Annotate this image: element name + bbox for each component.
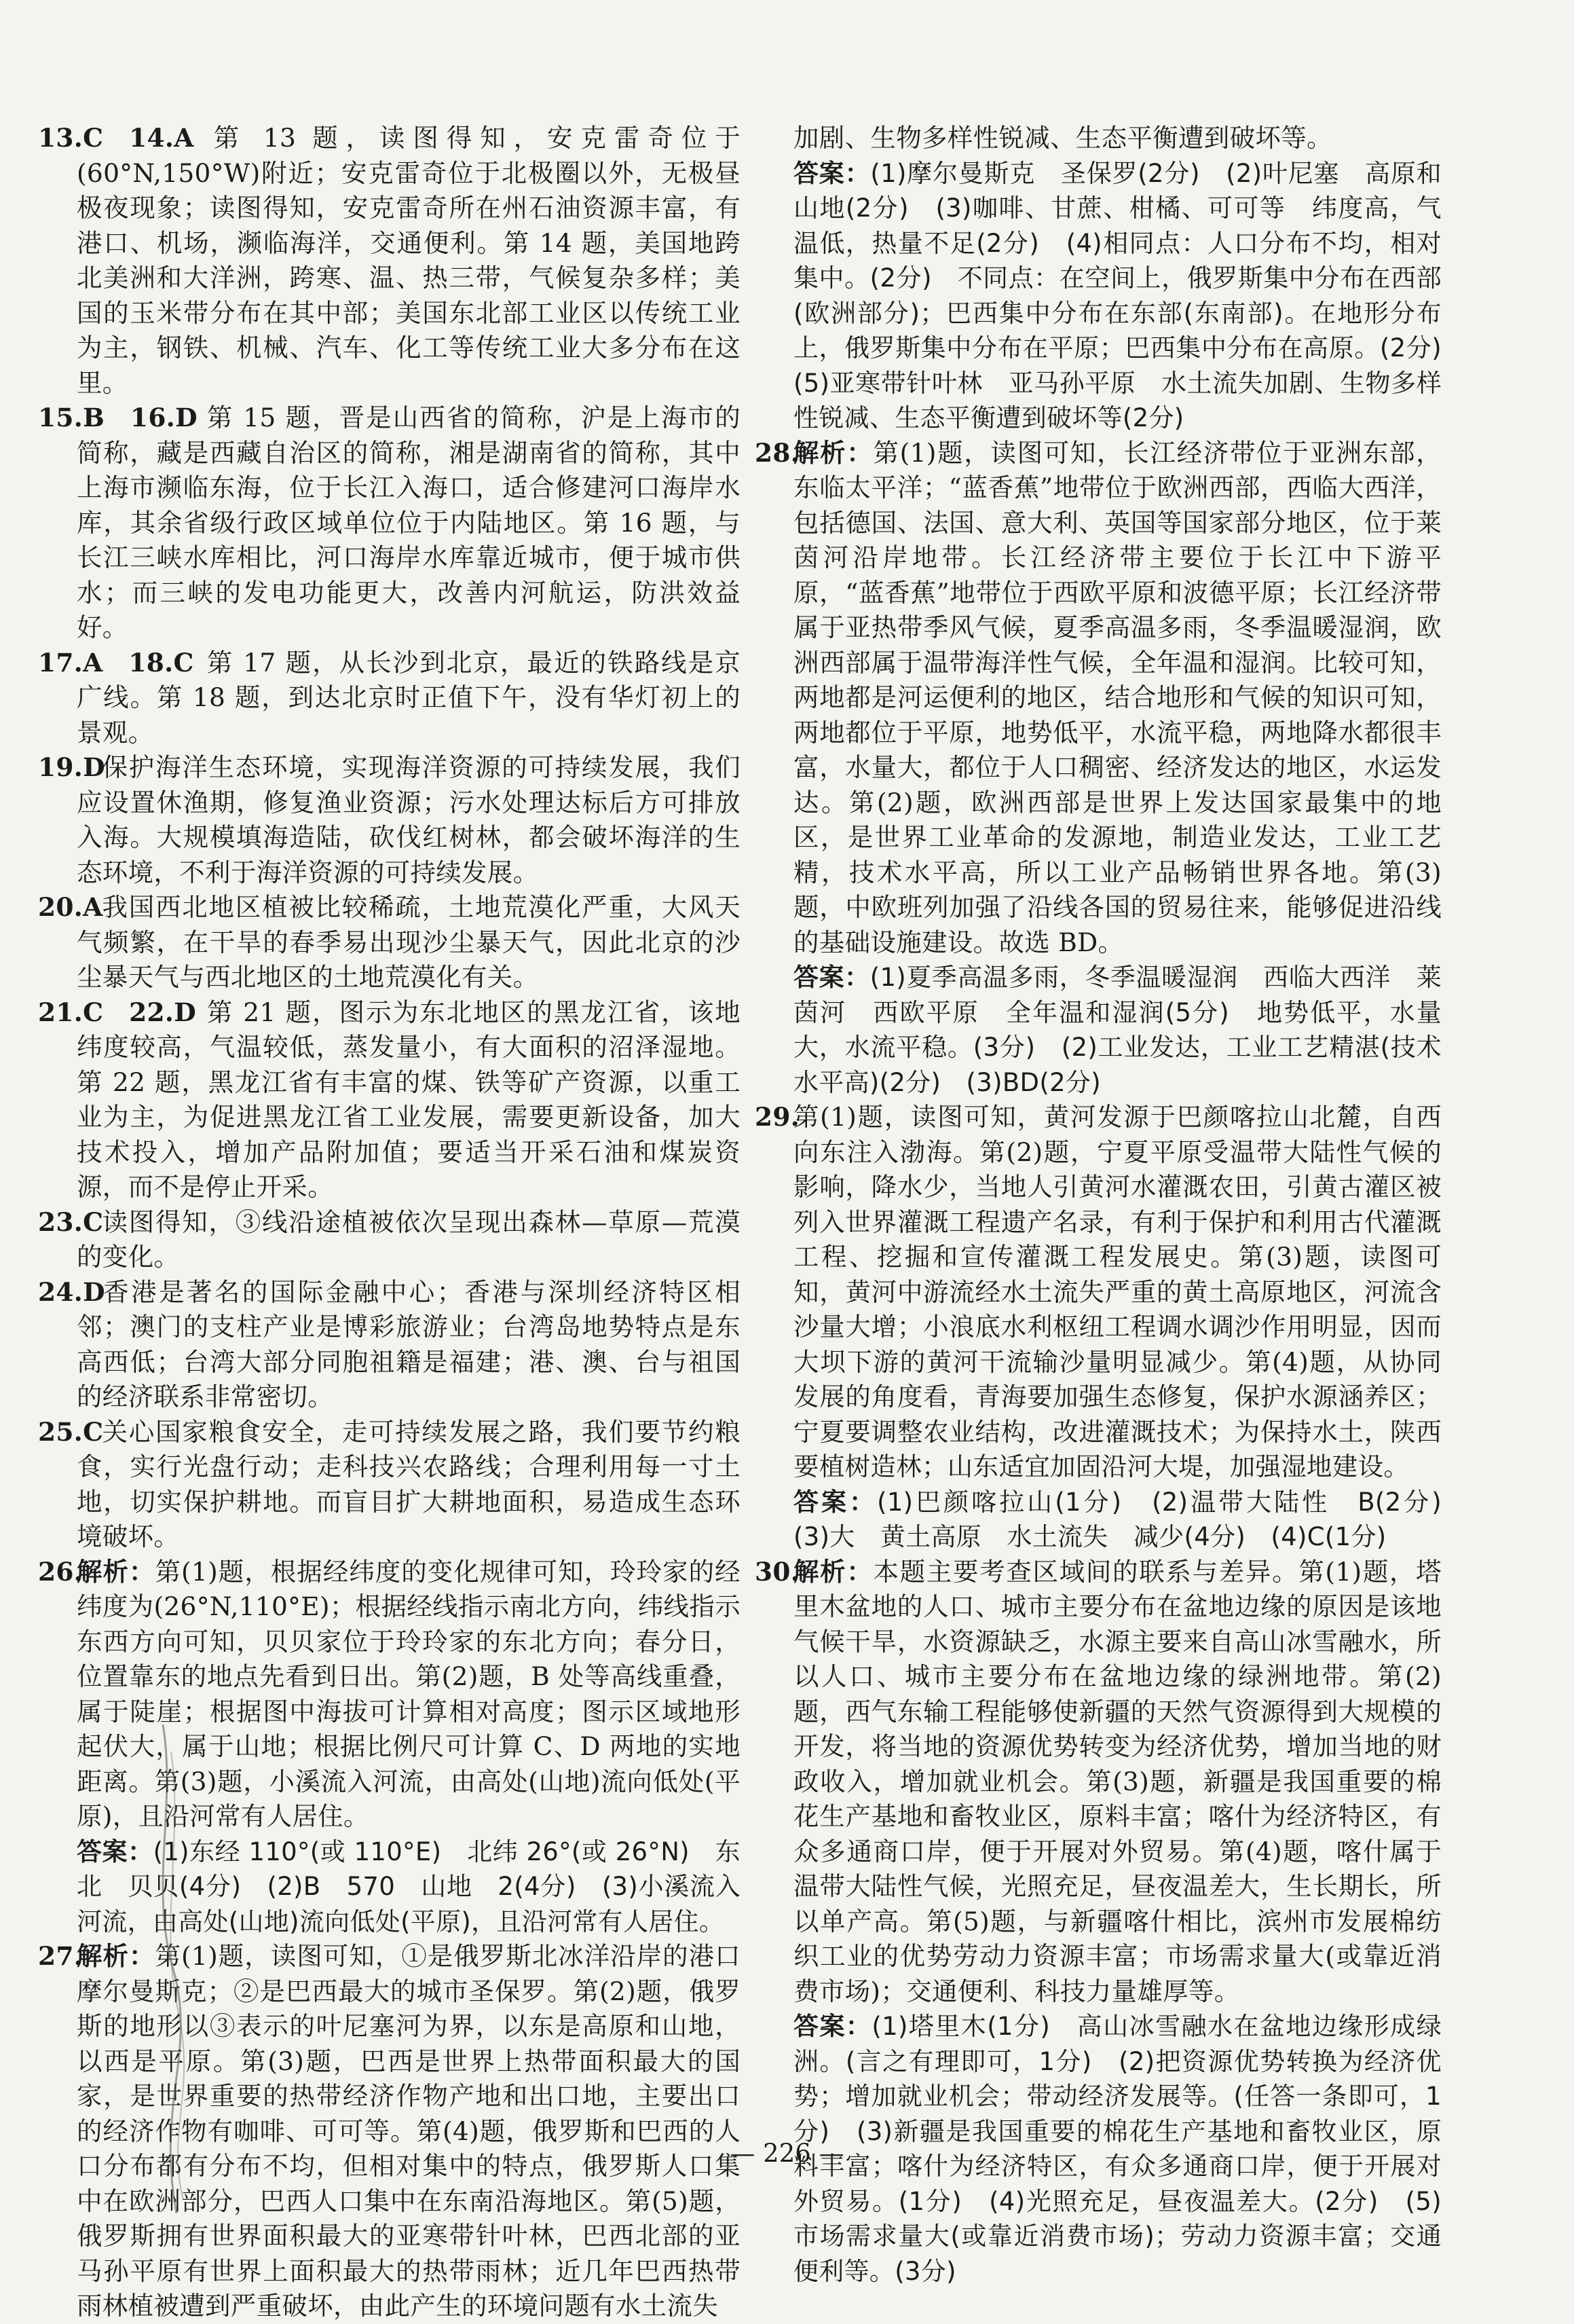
item-text: 第(1)题，读图可知，①是俄罗斯北冰洋沿岸的港口摩尔曼斯克；②是巴西最大的城市圣保罗。第(2)题，俄罗斯的地形以③表示的叶尼塞河为界，以东是高原和山地，以西是平原。第(3)题，巴西是世界上热带面积最大的国家，是世界重要的热带经济作物产地和出口地，主要出口的经济作物有咖啡、可可等。第(4)题，俄罗斯和巴西的人口分布都有分布不均，但相对集中的特点，俄罗斯人口集中在欧洲部分，巴西人口集中在东南沿海地区。第(5)题，俄罗斯拥有世界面积最大的亚寒带针叶林，巴西北部的亚马孙平原有世界上面积最大的热带雨林；近几年巴西热带雨林植被遭到严重破坏，由此产生的环境问题有水土流失 bbox=[77, 1941, 741, 2321]
item-number: 24.D bbox=[38, 1276, 105, 1307]
item-text: 第 15 题，晋是山西省的简称，沪是上海市的简称，藏是西藏自治区的简称，湘是湖南省的简称，其中上海市濒临东海，位于长江入海口，适合修建河口海岸水库，其余省级行政区域单位位于内陆地区。第 16 题，与长江三峡水库相比，河口海岸水库靠近城市，便于城市供水；而三峡的发电功能更大，改善内河航运，防洪效益好。 bbox=[77, 403, 741, 642]
item-text: 本题主要考查区域间的联系与差异。第(1)题，塔里木盆地的人口、城市主要分布在盆地边缘的原因是该地气候干旱，水资源缺乏，水源主要来自高山冰雪融水，所以人口、城市主要分布在盆地边缘的绿洲地带。第(2)题，西气东输工程能够使新疆的天然气资源得到大规模的开发，将当地的资源优势转变为经济优势，增加当地的财政收入，增加就业机会。第(3)题，新疆是我国重要的棉花生产基地和畜牧业区，原料丰富；喀什为经济特区，有众多通商口岸，便于开展对外贸易。第(4)题，喀什属于温带大陆性气候，光照充足，昼夜温差大，生长期长，所以单产高。第(5)题，与新疆喀什相比，滨州市发展棉纺织工业的优势劳动力资源丰富；市场需求量大(或靠近消费市场)；交通便利、科技力量雄厚等。 bbox=[793, 1556, 1442, 2006]
item-number: 28. bbox=[755, 437, 800, 468]
item-text: 第(1)题，根据经纬度的变化规律可知，玲玲家的经纬度为(26°N,110°E)；根据经线指示南北方向，纬线指示东西方向可知，贝贝家位于玲玲家的东北方向；春分日，位置靠东的地点先看到日出。第(2)题，B 处等高线重叠，属于陡崖；根据图中海拔可计算相对高度；图示区域地形起伏大，属于山地；根据比例尺可计算 C、D 两地的实地距离。第(3)题，小溪流入河流，由高处(山地)流向低处(平原)，且沿河常有人居住。 bbox=[77, 1556, 741, 1831]
answer-block-26: 答案：(1)东经 110°(或 110°E) 北纬 26°(或 26°N) 东北 贝贝(4分) (2)B 570 山地 2(4分) (3)小溪流入河流，由高处(山地)流向低处(平原)，且沿河常有人居住。 bbox=[77, 1837, 741, 1936]
item-number: 15.B 16.D bbox=[38, 403, 198, 432]
item-27-continuation: 加剧、生物多样性锐减、生态平衡遭到破坏等。 bbox=[793, 123, 1332, 153]
item-text: 第(1)题，读图可知，黄河发源于巴颜喀拉山北麓，自西向东注入渤海。第(2)题，宁夏平原受温带大陆性气候的影响，降水少，当地人引黄河水灌溉农田，引黄古灌区被列入世界灌溉工程遗产名录，有利于保护和利用古代灌溉工程、挖掘和宣传灌溉工程发展史。第(3)题，读图可知，黄河中游流经水土流失严重的黄土高原地区，河流含沙量大增；小浪底水利枢纽工程调水调沙作用明显，因而大坝下游的黄河干流输沙量明显减少。第(4)题，从协同发展的角度看，青海要加强生态修复，保护水源涵养区；宁夏要调整农业结构，改进灌溉技术；为保持水土，陕西要植树造林；山东适宜加固沿河大堤，加强湿地建设。 bbox=[793, 1102, 1442, 1481]
item-number: 23.C bbox=[38, 1206, 104, 1237]
item-text: 香港是著名的国际金融中心；香港与深圳经济特区相邻；澳门的支柱产业是博彩旅游业；台湾岛地势特点是东高西低；台湾大部分同胞祖籍是福建；港、澳、台与祖国的经济联系非常密切。 bbox=[77, 1276, 741, 1412]
analysis-label: 解析 bbox=[77, 1941, 129, 1971]
answer-label: 答案 bbox=[793, 158, 845, 188]
answer-label: 答案 bbox=[793, 963, 845, 992]
answer-label: 答案 bbox=[793, 2012, 846, 2041]
answer-item-13-14 bbox=[38, 121, 741, 401]
answer-item-29 bbox=[755, 1100, 1442, 1485]
item-text: 第 13 题，读图得知，安克雷奇位于(60°N,150°W)附近；安克雷奇位于北极圈以外，无极昼极夜现象；读图得知，安克雷奇所在州石油资源丰富，有港口、机场，濒临海洋，交通便利。第 14 题，美国地跨北美洲和大洋洲，跨寒、温、热三带，气候复杂多样；美国的玉米带分布在其中部；美国东北部工业区以传统工业为主，钢铁、机械、汽车、化工等传统工业大多分布在这里。 bbox=[77, 123, 741, 398]
answer-block-27: 答案：(1)摩尔曼斯克 圣保罗(2分) (2)叶尼塞 高原和山地(2分) (3)咖啡、甘蔗、柑橘、可可等 纬度高，气温低，热量不足(2分) (4)相同点：人口分布不均，相对集中。(2分) 不同点：在空间上，俄罗斯集中分布在西部(欧洲部分)；巴西集中分布在东部(东南部)。在地形分布上，俄罗斯集中分布在平原；巴西集中分布在高原。(2分) (5)亚寒带针叶林 亚马孙平原 水土流失加剧、生物多样性锐减、生态平衡遭到破坏等(2分) bbox=[793, 158, 1467, 432]
analysis-label: 解析 bbox=[793, 437, 847, 468]
answer-text: (1)巴颜喀拉山(1分) (2)温带大陆性 B(2分) (3)大 黄土高原 水土流失 减少(4分) (4)C(1分) bbox=[793, 1487, 1467, 1551]
item-number: 17.A 18.C bbox=[38, 647, 194, 678]
item-text: 保护海洋生态环境，实现海洋资源的可持续发展，我们应设置休渔期，修复渔业资源；污水处理达标后方可排放入海。大规模填海造陆，砍伐红树林，都会破坏海洋的生态环境，不利于海洋资源的可持续发展。 bbox=[77, 752, 741, 887]
answer-block-30: 答案：(1)塔里木(1分) 高山冰雪融水在盆地边缘形成绿洲。(言之有理即可，1分) (2)把资源优势转换为经济优势；增加就业机会；带动经济发展等。(任答一条即可，1分) (3)新疆是我国重要的棉花生产基地和畜牧业区，原料丰富；喀什为经济特区，有众多通商口岸，便于开展对外贸易。(1分) (4)光照充足，昼夜温差大。(2分) (5)市场需求量大(或靠近消费市场)；劳动力资源丰富；交通便利等。(3分) bbox=[793, 2012, 1442, 2286]
item-number: 30. bbox=[755, 1556, 800, 1587]
answer-block-29: 答案：(1)巴颜喀拉山(1分) (2)温带大陆性 B(2分) (3)大 黄土高原 水土流失 减少(4分) (4)C(1分) bbox=[793, 1487, 1467, 1551]
item-text: 第 21 题，图示为东北地区的黑龙江省，该地纬度较高，气温较低，蒸发量小，有大面积的沼泽湿地。第 22 题，黑龙江省有丰富的煤、铁等矿产资源，以重工业为主，为促进黑龙江省工业发展，需要更新设备，加大技术投入，增加产品附加值；要适当开采石油和煤炭资源，而不是停止开采。 bbox=[77, 997, 741, 1202]
analysis-label: 解析 bbox=[77, 1556, 129, 1587]
answer-item-15-16 bbox=[38, 401, 741, 646]
answer-item-27: 27. 解析：第(1)题，读图可知，①是俄罗斯北冰洋沿岸的港口摩尔曼斯克；②是巴西最大的城市圣保罗。第(2)题，俄罗斯的地形以③表示的叶尼塞河为界，以东是高原和山地，以西是平原。第(3)题，巴西是世界上热带面积最大的国家，是世界重要的热带经济作物产地和出口地，主要出口的经济作物有咖啡、可可等。第(4)题，俄罗斯和巴西的人口分布都有分布不均，但相对集中的特点，俄罗斯人口集中在欧洲部分，巴西人口集中在东南沿海地区。第(5)题，俄罗斯拥有世界面积最大的亚寒带针叶林，巴西北部的亚马孙平原有世界上面积最大的热带雨林；近几年巴西热带雨林植被遭到严重破坏，由此产生的环境问题有水土流失 bbox=[38, 1939, 741, 2324]
item-number: 20.A bbox=[38, 892, 103, 922]
item-number: 26. bbox=[38, 1556, 83, 1587]
item-number: 29. bbox=[755, 1102, 800, 1132]
answer-item-30: 30. 解析：本题主要考查区域间的联系与差异。第(1)题，塔里木盆地的人口、城市主要分布在盆地边缘的原因是该地气候干旱，水资源缺乏，水源主要来自高山冰雪融水，所以人口、城市主要分布在盆地边缘的绿洲地带。第(2)题，西气东输工程能够使新疆的天然气资源得到大规模的开发，将当地的资源优势转变为经济优势，增加当地的财政收入，增加就业机会。第(3)题，新疆是我国重要的棉花生产基地和畜牧业区，原料丰富；喀什为经济特区，有众多通商口岸，便于开展对外贸易。第(4)题，喀什属于温带大陆性气候，光照充足，昼夜温差大，生长期长，所以单产高。第(5)题，与新疆喀什相比，滨州市发展棉纺织工业的优势劳动力资源丰富；市场需求量大(或靠近消费市场)；交通便利、科技力量雄厚等。 bbox=[755, 1555, 1442, 2010]
item-text: 我国西北地区植被比较稀疏，土地荒漠化严重，大风天气频繁，在干旱的春季易出现沙尘暴天气，因此北京的沙尘暴天气与西北地区的土地荒漠化有关。 bbox=[77, 892, 741, 992]
answer-item-23 bbox=[38, 1205, 741, 1275]
answer-label: 答案 bbox=[793, 1487, 850, 1517]
item-number: 25.C bbox=[38, 1416, 104, 1447]
answer-item-20 bbox=[38, 890, 741, 995]
item-text: 第(1)题，读图可知，长江经济带位于亚洲东部，东临太平洋；“蓝香蕉”地带位于欧洲西部，西临大西洋，包括德国、法国、意大利、英国等国家部分地区，位于莱茵河沿岸地带。长江经济带主要位于长江中下游平原，“蓝香蕉”地带位于西欧平原和波德平原；长江经济带属于亚热带季风气候，夏季高温多雨，冬季温暖湿润，欧洲西部属于温带海洋性气候，全年温和湿润。比较可知，两地都是河运便利的地区，结合地形和气候的知识可知，两地都位于平原，地势低平，水流平稳，两地降水都很丰富，水量大，都位于人口稠密、经济发达的地区，水运发达。第(2)题，欧洲西部是世界上发达国家最集中的地区，是世界工业革命的发源地，制造业发达，工业工艺精，技术水平高，所以工业产品畅销世界各地。第(3)题，中欧班列加强了沿线各国的贸易往来，能够促进沿线的基础设施建设。故选 BD。 bbox=[793, 437, 1442, 957]
answer-item-28: 28. 解析：第(1)题，读图可知，长江经济带位于亚洲东部，东临太平洋；“蓝香蕉”地带位于欧洲西部，西临大西洋，包括德国、法国、意大利、英国等国家部分地区，位于莱茵河沿岸地带。长江经济带主要位于长江中下游平原，“蓝香蕉”地带位于西欧平原和波德平原；长江经济带属于亚热带季风气候，夏季高温多雨，冬季温暖湿润，欧洲西部属于温带海洋性气候，全年温和湿润。比较可知，两地都是河运便利的地区，结合地形和气候的知识可知，两地都位于平原，地势低平，水流平稳，两地降水都很丰富，水量大，都位于人口稠密、经济发达的地区，水运发达。第(2)题，欧洲西部是世界上发达国家最集中的地区，是世界工业革命的发源地，制造业发达，工业工艺精，技术水平高，所以工业产品畅销世界各地。第(3)题，中欧班列加强了沿线各国的贸易往来，能够促进沿线的基础设施建设。故选 BD。 bbox=[755, 436, 1442, 961]
answer-item-25 bbox=[38, 1415, 741, 1555]
item-number: 13.C 14.A bbox=[38, 123, 194, 153]
answer-text: (1)摩尔曼斯克 圣保罗(2分) (2)叶尼塞 高原和山地(2分) (3)咖啡、甘蔗、柑橘、可可等 纬度高，气温低，热量不足(2分) (4)相同点：人口分布不均，相对集中。(2分) 不同点：在空间上，俄罗斯集中分布在西部(欧洲部分)；巴西集中分布在东部(东南部)。在地形分布上，俄罗斯集中分布在平原；巴西集中分布在高原。(2分) (5)亚寒带针叶林 亚马孙平原 水土流失加剧、生物多样性锐减、生态平衡遭到破坏等(2分) bbox=[793, 158, 1467, 432]
item-number: 27. bbox=[38, 1941, 83, 1971]
answer-label: 答案 bbox=[77, 1837, 128, 1866]
page-number: — 226 — bbox=[730, 2139, 844, 2168]
answer-item-26: 26. 解析：第(1)题，根据经纬度的变化规律可知，玲玲家的经纬度为(26°N,110°E)；根据经线指示南北方向，纬线指示东西方向可知，贝贝家位于玲玲家的东北方向；春分日，位置靠东的地点先看到日出。第(2)题，B 处等高线重叠，属于陡崖；根据图中海拔可计算相对高度；图示区域地形起伏大，属于山地；根据比例尺可计算 C、D 两地的实地距离。第(3)题，小溪流入河流，由高处(山地)流向低处(平原)，且沿河常有人居住。 bbox=[38, 1555, 741, 1834]
answer-item-19 bbox=[38, 750, 741, 890]
item-text: 第 17 题，从长沙到北京，最近的铁路线是京广线。第 18 题，到达北京时正值下午，没有华灯初上的景观。 bbox=[77, 647, 741, 748]
analysis-label: 解析 bbox=[793, 1556, 847, 1587]
right-column bbox=[755, 121, 1467, 2289]
answer-item-21-22 bbox=[38, 995, 741, 1205]
answer-block-28: 答案：(1)夏季高温多雨，冬季温暖湿润 西临大西洋 莱茵河 西欧平原 全年温和湿润(5分) 地势低平，水量大，水流平稳。(3分) (2)工业发达，工业工艺精湛(技术水平高)(2分) (3)BD(2分) bbox=[793, 963, 1442, 1097]
item-number: 19.D bbox=[38, 752, 105, 782]
item-number: 21.C 22.D bbox=[38, 997, 197, 1027]
answer-item-24 bbox=[38, 1275, 741, 1415]
answer-text: (1)东经 110°(或 110°E) 北纬 26°(或 26°N) 东北 贝贝(4分) (2)B 570 山地 2(4分) (3)小溪流入河流，由高处(山地)流向低处(平原)，且沿河常有人居住。 bbox=[77, 1837, 741, 1936]
answer-text: (1)塔里木(1分) 高山冰雪融水在盆地边缘形成绿洲。(言之有理即可，1分) (2)把资源优势转换为经济优势；增加就业机会；带动经济发展等。(任答一条即可，1分) (3)新疆是我国重要的棉花生产基地和畜牧业区，原料丰富；喀什为经济特区，有众多通商口岸，便于开展对外贸易。(1分) (4)光照充足，昼夜温差大。(2分) (5)市场需求量大(或靠近消费市场)；劳动力资源丰富；交通便利等。(3分) bbox=[793, 2012, 1442, 2286]
answer-text: (1)夏季高温多雨，冬季温暖湿润 西临大西洋 莱茵河 西欧平原 全年温和湿润(5分) 地势低平，水量大，水流平稳。(3分) (2)工业发达，工业工艺精湛(技术水平高)(2分) (3)BD(2分) bbox=[793, 963, 1442, 1097]
item-text: 关心国家粮食安全，走可持续发展之路，我们要节约粮食，实行光盘行动；走科技兴农路线；合理利用每一寸土地，切实保护耕地。而盲目扩大耕地面积，易造成生态环境破坏。 bbox=[77, 1416, 741, 1551]
item-text: 读图得知，③线沿途植被依次呈现出森林—草原—荒漠的变化。 bbox=[77, 1206, 741, 1272]
answer-item-17-18 bbox=[38, 646, 741, 751]
